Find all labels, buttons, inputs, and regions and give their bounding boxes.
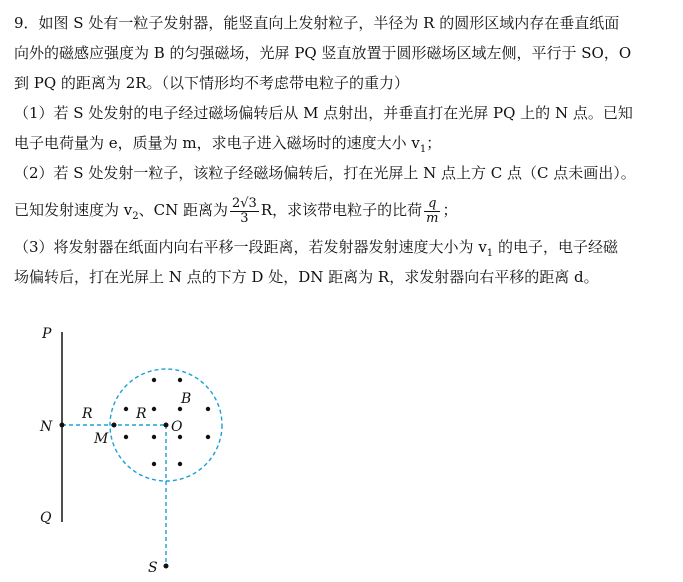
fraction-charge-mass: $\frac{q}{m}$ (426, 195, 439, 226)
part3-line-b: 场偏转后，打在光屏上 N 点的下方 D 处，DN 距离为 R，求发射器向右平移的距离 d。 (14, 268, 599, 286)
field-dot (178, 407, 182, 411)
label-b: B (181, 391, 192, 407)
field-dot (152, 462, 156, 466)
field-dots (124, 378, 210, 466)
part1-line-b: 电子电荷量为 e，质量为 m，求电子进入磁场时的速度大小 $v_1$； (14, 134, 442, 155)
field-dot (206, 435, 210, 439)
field-dot (152, 407, 156, 411)
field-dot (178, 435, 182, 439)
question-line-3: 到 PQ 的距离为 2R。（以下情形均不考虑带电粒子的重力） (14, 74, 410, 92)
question-line-2: 向外的磁感应强度为 B 的匀强磁场，光屏 PQ 竖直放置于圆形磁场区域左侧，平行于 SO，O (14, 44, 632, 62)
label-n: N (40, 419, 53, 435)
part1-line-a: （1）若 S 处发射的电子经过磁场偏转后从 M 点射出，并垂直打在光屏 PQ 上的 N 点。已知 (14, 104, 633, 122)
field-dot (178, 378, 182, 382)
field-dot (124, 407, 128, 411)
label-r-left: R (82, 406, 93, 422)
part3-line-a: （3）将发射器在纸面内向右平移一段距离，若发射器发射速度大小为 $v_1$ 的电子，电子经磁 (14, 238, 618, 259)
label-p: P (42, 326, 52, 342)
field-dot (206, 407, 210, 411)
field-dot (124, 435, 128, 439)
label-o: O (171, 419, 183, 435)
part2-line-b: 已知发射速度为 $v_2$、CN 距离为 $\frac{2√3}{3}$ R，求该带电粒子的比荷 $\frac{q}{m}$ ； (14, 195, 458, 226)
point-s (164, 564, 169, 569)
field-dot (152, 378, 156, 382)
field-dot (178, 462, 182, 466)
point-n (60, 423, 65, 428)
part2-line-a: （2）若 S 处发射一粒子，该粒子经磁场偏转后，打在光屏上 N 点上方 C 点（C 点未画出）。 (14, 164, 636, 182)
question-line-1: 9．如图 S 处有一粒子发射器，能竖直向上发射粒子，半径为 R 的圆形区域内存在垂直纸面 (14, 14, 620, 32)
fraction-cn-distance: $\frac{2√3}{3}$ (232, 195, 257, 226)
label-q: Q (40, 510, 52, 526)
label-m: M (94, 431, 109, 447)
label-r-inner: R (136, 406, 147, 422)
point-m (112, 423, 117, 428)
label-s: S (148, 560, 158, 576)
field-dot (152, 435, 156, 439)
point-o (164, 423, 169, 428)
